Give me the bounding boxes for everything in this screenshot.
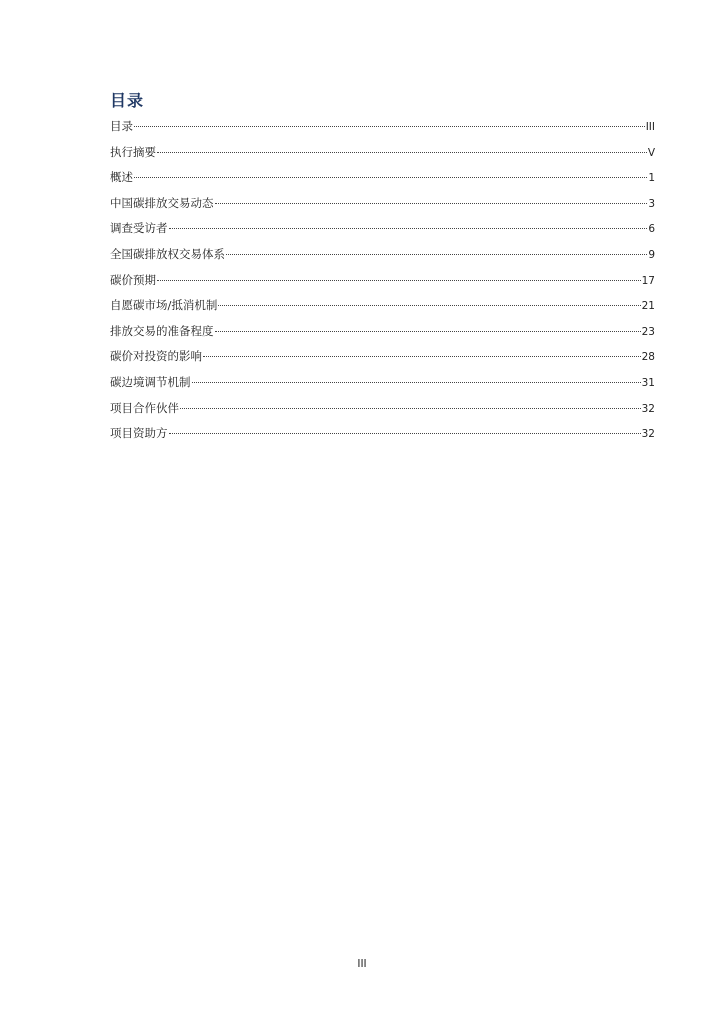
toc-entry-page: 21 [641, 300, 655, 313]
dot-leader [203, 356, 641, 357]
toc-entry-executive-summary[interactable] [110, 144, 655, 170]
toc-entry-overview[interactable] [110, 169, 655, 195]
toc-entry-page: 31 [641, 376, 655, 389]
dot-leader [180, 408, 641, 409]
toc-entry-page: 28 [641, 351, 655, 364]
toc-entry-price-investment-impact[interactable] [110, 348, 655, 374]
toc-entry-title: 概述 [110, 170, 133, 185]
toc-entry-title: 碳边境调节机制 [110, 374, 191, 389]
toc-entry-title: 项目资助方 [110, 426, 168, 441]
toc-entry-trading-readiness[interactable] [110, 323, 655, 349]
toc-entry-title: 中国碳排放交易动态 [110, 195, 214, 210]
toc-entry-title: 全国碳排放权交易体系 [110, 246, 225, 261]
dot-leader [134, 177, 647, 178]
page-number: III [357, 958, 367, 970]
toc-entry-page: V [647, 146, 655, 159]
toc-entry-survey-respondents[interactable] [110, 220, 655, 246]
dot-leader [157, 280, 641, 281]
toc-entry-china-ets-dynamics[interactable] [110, 195, 655, 221]
toc-list [110, 118, 655, 451]
toc-entry-title: 调查受访者 [110, 221, 168, 236]
toc-heading: 目录 [110, 91, 145, 110]
toc-entry-page: 23 [641, 325, 655, 338]
dot-leader [169, 228, 648, 229]
toc-entry-title: 项目合作伙伴 [110, 400, 179, 415]
dot-leader [157, 152, 647, 153]
toc-entry-title: 执行摘要 [110, 144, 156, 159]
toc-entry-page: 32 [641, 402, 655, 415]
toc-entry-page: 17 [641, 274, 655, 287]
toc-entry-page: 6 [648, 223, 655, 236]
toc-entry-page: 1 [648, 172, 655, 185]
toc-entry-title: 自愿碳市场/抵消机制 [110, 298, 218, 313]
toc-entry-cbam[interactable] [110, 374, 655, 400]
toc-entry-contents[interactable] [110, 118, 655, 144]
dot-leader [134, 126, 645, 127]
toc-entry-national-ets[interactable] [110, 246, 655, 272]
toc-entry-page: 32 [641, 428, 655, 441]
toc-entry-title: 目录 [110, 119, 133, 133]
toc-entry-page: III [645, 121, 655, 133]
toc-entry-project-partners[interactable] [110, 400, 655, 426]
toc-entry-project-funders[interactable] [110, 425, 655, 451]
toc-entry-title: 碳价对投资的影响 [110, 349, 202, 364]
dot-leader [215, 331, 641, 332]
dot-leader [192, 382, 641, 383]
dot-leader [169, 433, 641, 434]
toc-entry-title: 排放交易的准备程度 [110, 323, 214, 338]
toc-entry-page: 9 [648, 248, 655, 261]
toc-entry-carbon-price-expectations[interactable] [110, 272, 655, 298]
dot-leader [218, 305, 640, 306]
toc-entry-title: 碳价预期 [110, 272, 156, 287]
toc-entry-voluntary-carbon-market[interactable] [110, 297, 655, 323]
dot-leader [215, 203, 648, 204]
toc-entry-page: 3 [648, 197, 655, 210]
dot-leader [226, 254, 647, 255]
